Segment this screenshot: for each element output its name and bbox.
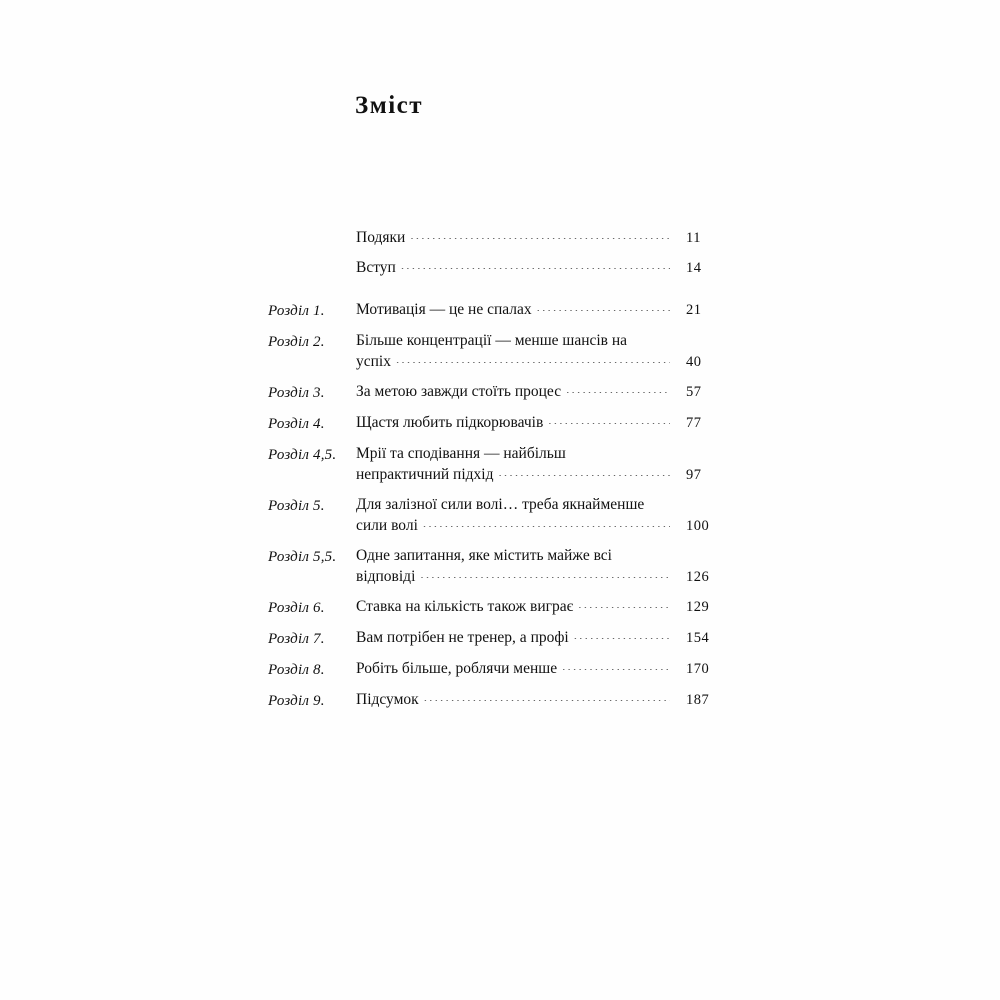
toc-entry-title[interactable]: Вам потрібен не тренер, а профі [356, 629, 569, 646]
toc-row[interactable] [268, 690, 728, 711]
toc-entry-title-cell [356, 382, 728, 402]
toc-chapter-label: Розділ 4. [268, 416, 325, 432]
toc-page-number[interactable]: 11 [686, 230, 701, 246]
toc-leader-dots [548, 423, 670, 424]
toc-entry-title-continued[interactable]: сили волі [356, 517, 418, 534]
toc-row[interactable] [268, 444, 728, 485]
toc-leader-dots [420, 577, 670, 578]
toc-chapter-label: Розділ 5,5. [268, 549, 337, 565]
toc-entry-title-cell [356, 597, 728, 617]
toc-page-number[interactable]: 129 [686, 599, 710, 615]
toc-row[interactable] [268, 546, 728, 587]
toc-entry-title-cell [356, 495, 728, 536]
toc-row[interactable] [268, 659, 728, 680]
toc-entry-title[interactable]: За метою завжди стоїть процес [356, 383, 562, 400]
toc-row[interactable] [268, 300, 728, 321]
toc-chapter-label: Розділ 3. [268, 385, 325, 401]
toc-entry-title-continued[interactable]: відповіді [356, 568, 416, 585]
toc-page-number[interactable]: 77 [686, 415, 702, 431]
toc-page-number[interactable]: 14 [686, 260, 702, 276]
toc-chapter-label: Розділ 4,5. [268, 447, 337, 463]
toc-entry-title[interactable]: Одне запитання, яке містить майже всі [356, 547, 612, 564]
toc-chapter-label: Розділ 2. [268, 334, 325, 350]
toc-leader-dots [574, 638, 670, 639]
toc-entry-title[interactable]: Більше концентрації — менше шансів на [356, 332, 628, 349]
toc-page-number[interactable]: 187 [686, 692, 710, 708]
toc-entry-title-continued[interactable]: непрактичний підхід [356, 466, 494, 483]
toc-leader-dots [537, 310, 670, 311]
toc-leader-dots [410, 238, 670, 239]
toc-entry-title[interactable]: Мрії та сподівання — найбільш [356, 445, 566, 462]
toc-entry-title[interactable]: Ставка на кількість також виграє [356, 598, 574, 615]
toc-leader-dots [498, 475, 670, 476]
toc-chapter-label: Розділ 6. [268, 600, 325, 616]
toc-row[interactable] [268, 228, 728, 248]
toc-chapter-label: Розділ 7. [268, 631, 325, 647]
toc-entry-title[interactable]: Мотивація — це не спалах [356, 301, 532, 318]
toc-row[interactable] [268, 495, 728, 536]
toc-entry-title-cell [356, 659, 728, 679]
toc-chapter-label: Розділ 5. [268, 498, 325, 514]
toc-page-number[interactable]: 21 [686, 302, 702, 318]
toc-entry-title[interactable]: Подяки [356, 229, 406, 246]
toc-row[interactable] [268, 331, 728, 372]
toc-entry-title-cell [356, 331, 728, 372]
toc-leader-dots [578, 607, 670, 608]
toc-page-number[interactable]: 100 [686, 518, 710, 534]
toc-entry-title[interactable]: Щастя любить підкорювачів [356, 414, 544, 431]
toc-leader-dots [424, 700, 670, 701]
toc-entry-title-cell [356, 690, 728, 710]
toc-entry-title-cell [356, 444, 728, 485]
toc-chapter-label [268, 228, 356, 229]
toc-entry-title-cell [356, 628, 728, 648]
toc-row[interactable] [268, 382, 728, 403]
toc-entry-title[interactable]: Для залізної сили волі… треба якнайменше [356, 496, 645, 513]
page-title: Зміст [355, 92, 424, 119]
toc-entry-title-cell [356, 300, 728, 320]
toc-leader-dots [423, 526, 670, 527]
toc-page-number[interactable]: 40 [686, 354, 702, 370]
toc-page-number[interactable]: 154 [686, 630, 710, 646]
toc-page-number[interactable]: 170 [686, 661, 710, 677]
toc-entry-title-continued[interactable]: успіх [356, 353, 391, 370]
toc-row[interactable] [268, 597, 728, 618]
toc-row[interactable] [268, 628, 728, 649]
toc-leader-dots [562, 669, 670, 670]
toc-page-number[interactable]: 97 [686, 467, 702, 483]
toc-leader-dots [396, 362, 670, 363]
toc-entry-title[interactable]: Робіть більше, роблячи менше [356, 660, 558, 677]
toc-leader-dots [566, 392, 670, 393]
toc-entry-title-cell [356, 413, 728, 433]
toc-row[interactable] [268, 413, 728, 434]
toc-chapter-label: Розділ 1. [268, 303, 325, 319]
toc-entry-title[interactable]: Підсумок [356, 691, 419, 708]
toc-page-number[interactable]: 57 [686, 384, 702, 400]
toc-page-number[interactable]: 126 [686, 569, 710, 585]
toc-entry-title-cell [356, 546, 728, 587]
toc-chapter-label: Розділ 9. [268, 693, 325, 709]
table-of-contents [268, 228, 728, 721]
toc-entry-title-cell [356, 258, 728, 278]
toc-chapter-label [268, 258, 356, 259]
toc-entry-title-cell [356, 228, 728, 248]
toc-leader-dots [401, 268, 670, 269]
toc-row[interactable] [268, 258, 728, 278]
toc-chapter-label: Розділ 8. [268, 662, 325, 678]
toc-entry-title[interactable]: Вступ [356, 259, 396, 276]
